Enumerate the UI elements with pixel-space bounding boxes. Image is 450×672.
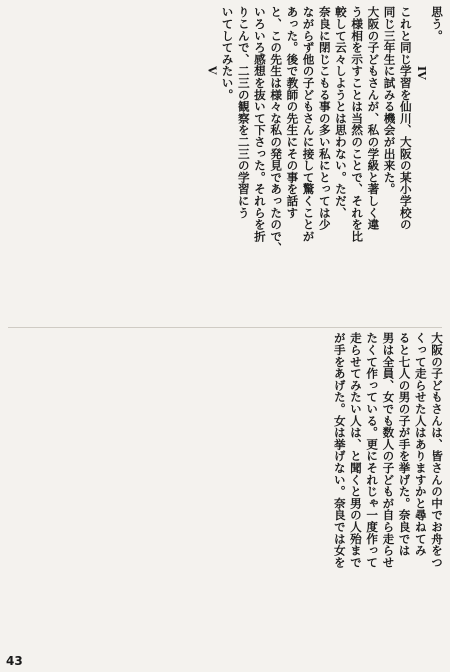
- text-column: 大阪の子どもさんは、皆さんの中でお舟をつ: [430, 332, 444, 568]
- text-column: りこんで、二三の観察を二三の学習にう: [236, 6, 251, 219]
- text-column: たくて作っている。更にそれじゃ一度作って: [365, 332, 380, 568]
- text-column: 較して云々しようとは思わない。ただ、: [333, 6, 348, 219]
- upper-text-band: [10, 6, 444, 324]
- text-column: これと同じ学習を仙川、大阪の某小学校の: [398, 6, 413, 231]
- section-heading-iv: IV: [414, 66, 428, 80]
- text-column: いろいろ感想を抜いて下さった。それらを折: [252, 6, 267, 242]
- text-column: 奈良に閉じこもる事の多い私にとっては少: [317, 6, 332, 231]
- text-column: ながらず他の子どもさんに接して驚くことが: [301, 6, 316, 242]
- lower-text-band: [10, 332, 444, 650]
- text-column: 大阪の子どもさんが、私の学級と著しく違: [366, 6, 381, 231]
- text-column: 男は全員、女でも数人の子どもが自ら走らせ: [381, 332, 396, 568]
- text-column: くって走らせた人はありますかと尋ねてみ: [413, 332, 428, 557]
- page-number: 43: [6, 654, 23, 668]
- text-column: ると七人の男の子が手を挙げた。奈良では: [397, 332, 412, 557]
- text-column: 思う。: [430, 6, 444, 42]
- band-divider: [8, 327, 442, 328]
- text-column: と、この先生は様々な私の発見であったので、: [269, 6, 284, 254]
- text-column: う様相を示すことは当然のことで、それを比: [350, 6, 365, 242]
- text-column: あった。後で教師の先生にその事を話す: [285, 6, 300, 219]
- text-column: いてしてみたい。: [220, 6, 235, 101]
- text-column: 同じ三年生に試みる機会が出来た。: [382, 6, 397, 195]
- text-column: が手をあげた。女は挙げない。奈良では女を: [332, 332, 347, 568]
- text-column: 走らせてみたい人は、と聞くと男の人殆まで: [348, 332, 363, 568]
- section-heading-v: V: [205, 66, 219, 75]
